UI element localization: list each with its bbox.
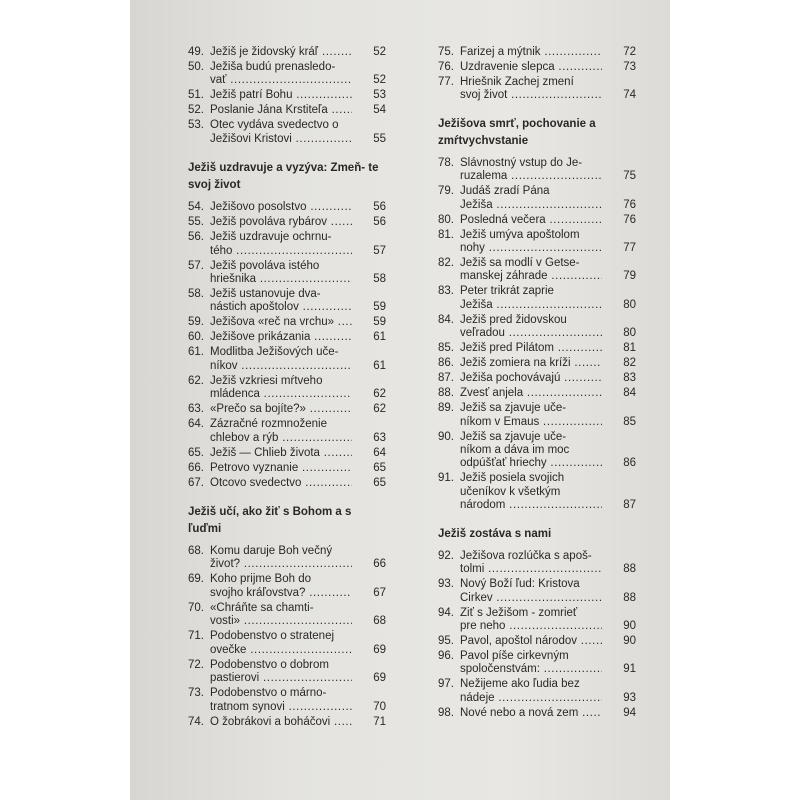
toc-entry-title-line: níkom a dáva im moc [460, 444, 570, 457]
toc-entry-title [438, 257, 636, 284]
toc-entry [188, 545, 386, 572]
toc-entry-number: 66. [188, 461, 204, 474]
toc-entry-number: 92. [438, 549, 454, 562]
toc-entry-number: 90. [438, 430, 454, 443]
toc-entry-title [438, 76, 636, 103]
toc-entry [438, 342, 636, 355]
toc-entry-number: 51. [188, 89, 204, 102]
toc-entry-number: 81. [438, 228, 454, 241]
toc-entry-title-line: Hriešnik Zachej zmení [460, 76, 574, 88]
toc-entry-title-line: Ježiš vzkriesi mŕtveho [210, 374, 323, 387]
toc-entry-page-number: 81 [623, 342, 636, 355]
toc-entry-title-line: život? ..... [210, 558, 352, 571]
toc-entry-number: 93. [438, 578, 454, 591]
toc-entry-title [188, 331, 386, 344]
toc-entry [188, 462, 386, 475]
toc-section-heading: Ježiš učí, ako žiť s Bohom a s ľuďmi [188, 506, 352, 536]
toc-entry-number: 75. [438, 46, 454, 58]
toc-entry-title [438, 214, 636, 227]
toc-entry-number: 82. [438, 257, 454, 270]
toc-entry-title-line: Nežijeme ako ľudia bez [460, 678, 580, 691]
toc-entry-number: 98. [438, 706, 454, 719]
toc-entry [188, 447, 386, 460]
toc-entry-page-number: 61 [373, 331, 386, 344]
toc-entry-title-line: Zázračné rozmnoženie [210, 418, 327, 431]
toc-entry-number: 57. [188, 259, 204, 272]
toc-entry [438, 578, 636, 605]
toc-entry-number: 65. [188, 446, 204, 459]
toc-entry-title-line: Ježiša pochovávajú ..... [460, 372, 602, 385]
toc-entry-title-line: Ježišova «reč na vrchu» ..... [210, 316, 352, 329]
toc-entry-title-line: Pavol píše cirkevným [460, 649, 569, 662]
toc-entry [438, 431, 636, 471]
toc-entry-page-number: 91 [623, 663, 636, 676]
toc-entry-page-number: 52 [373, 46, 386, 58]
toc-entry-page-number: 65 [373, 461, 386, 474]
toc-entry-page-number: 68 [373, 615, 386, 628]
toc-entry-title [188, 602, 386, 629]
toc-entry [188, 61, 386, 88]
toc-entry-title-line: chlebov a rýb ..... [210, 432, 352, 445]
toc-entry-page-number: 90 [623, 634, 636, 647]
toc-entry-title-line: Ježiš ustanovuje dva- [210, 288, 321, 301]
toc-entry [438, 372, 636, 385]
toc-entry [188, 46, 386, 59]
toc-entry-title [438, 550, 636, 577]
toc-entry [438, 472, 636, 512]
toc-entry [438, 257, 636, 284]
toc-entry [188, 260, 386, 287]
toc-entry-number: 67. [188, 476, 204, 489]
toc-entry [188, 119, 386, 146]
toc-entry [188, 201, 386, 214]
toc-entry [438, 157, 636, 184]
toc-entry-title-line: Žiť s Ježišom - zomrieť [460, 606, 578, 619]
toc-entry-title-line: Modlitba Ježišových uče- [210, 346, 339, 359]
toc-entry-title-line: Ježiša ..... [460, 299, 602, 312]
toc-entry-title-line: Ježišova rozlúčka s apoš- [460, 549, 592, 562]
toc-entry-page-number: 59 [373, 316, 386, 329]
toc-entry-title-line: Otcovo svedectvo ..... [210, 477, 352, 490]
toc-entry-page-number: 69 [373, 672, 386, 685]
toc-entry-title-line: Peter trikrát zaprie [460, 285, 554, 298]
toc-entry-page-number: 64 [373, 446, 386, 459]
toc-entry-title-line: Ježiš pred židovskou [460, 313, 567, 326]
toc-entry [188, 89, 386, 102]
toc-entry-title [188, 687, 386, 714]
toc-entry-title [438, 472, 636, 512]
toc-entry-title-line: Ježiš — Chlieb života ..... [210, 447, 352, 460]
toc-entry [188, 418, 386, 445]
toc-entry-page-number: 88 [623, 563, 636, 576]
toc-entry-number: 52. [188, 104, 204, 117]
toc-entry-number: 88. [438, 387, 454, 400]
toc-entry-title [188, 462, 386, 475]
toc-entry-title-line: Ježišovi Kristovi ..... [210, 133, 352, 146]
toc-entry-number: 79. [438, 185, 454, 198]
toc-entry [438, 387, 636, 400]
toc-entry-page-number: 71 [373, 715, 386, 728]
toc-entry-number: 69. [188, 573, 204, 586]
toc-entry-number: 86. [438, 357, 454, 370]
toc-entry-number: 80. [438, 213, 454, 226]
toc-entry-title-line: Ježiš sa zjavuje uče- [460, 402, 567, 415]
toc-section-heading: Ježišova smrť, pochovanie a zmŕtvychvstanie [438, 117, 596, 147]
toc-entry-title-line: Ježiš patrí Bohu ..... [210, 89, 352, 102]
toc-entry-title-line: odpúšťať hriechy ..... [460, 457, 602, 470]
toc-entry-title-line: Ježiš povoláva rybárov ..... [210, 216, 352, 229]
toc-entry [188, 403, 386, 416]
toc-entry-number: 58. [188, 288, 204, 301]
toc-entry [438, 214, 636, 227]
toc-entry-title [438, 314, 636, 341]
toc-entry-title-line: Otec vydáva svedectvo o [210, 119, 339, 132]
toc-entry-title-line: tolmi ..... [460, 563, 602, 576]
toc-entry-title [438, 431, 636, 471]
toc-entry-title-line: níkov ..... [210, 360, 352, 373]
toc-entry-page-number: 80 [623, 298, 636, 311]
toc-entry-title-line: národom ..... [460, 499, 602, 512]
toc-entry-number: 59. [188, 316, 204, 329]
toc-entry-title [188, 346, 386, 373]
toc-entry-title [188, 403, 386, 416]
toc-entry-title [438, 707, 636, 720]
toc-entry [188, 687, 386, 714]
toc-entry-page-number: 57 [373, 244, 386, 257]
toc-entry-title-line: ruzalema ..... [460, 170, 602, 183]
toc-entry-title [188, 104, 386, 117]
toc-entry [438, 635, 636, 648]
toc-entry [188, 602, 386, 629]
toc-entry-number: 55. [188, 216, 204, 229]
toc-entry-title [438, 650, 636, 677]
toc-entry-number: 96. [438, 649, 454, 662]
toc-entry [438, 314, 636, 341]
toc-entry-title-line: Ježiš uzdravuje ochrnu- [210, 231, 332, 244]
toc-entry-page-number: 53 [373, 89, 386, 102]
toc-entry-title-line: Koho prijme Boh do [210, 573, 312, 586]
toc-entry-title-line: tratnom synovi ..... [210, 701, 352, 714]
toc-entry-title [188, 659, 386, 686]
toc-entry-number: 87. [438, 372, 454, 385]
toc-entry-title-line: nádeje ..... [460, 692, 602, 705]
toc-entry-title [438, 635, 636, 648]
toc-entry [438, 678, 636, 705]
toc-entry-number: 78. [438, 156, 454, 169]
toc-column-left [188, 46, 386, 731]
toc-entry-title-line: Ježiš posiela svojich [460, 472, 565, 485]
toc-section-heading: Ježiš uzdravuje a vyzýva: Zmeň- te svoj život [188, 162, 379, 192]
toc-entry-title [438, 678, 636, 705]
toc-entry-title [188, 231, 386, 258]
toc-entry [438, 707, 636, 720]
toc-entry [438, 357, 636, 370]
toc-entry-title-line: «Prečo sa bojíte?» ..... [210, 403, 352, 416]
toc-entry-number: 49. [188, 46, 204, 58]
toc-entry-title [188, 418, 386, 445]
toc-entry-number: 50. [188, 61, 204, 73]
toc-entry-title [188, 260, 386, 287]
toc-entry [188, 231, 386, 258]
toc-entry-title [188, 288, 386, 315]
toc-entry-title-line: Ježišove prikázania ..... [210, 331, 352, 344]
toc-entry-title [438, 46, 636, 59]
toc-entry-title-line: Ježiš povoláva istého [210, 259, 320, 272]
toc-entry-page-number: 80 [623, 327, 636, 340]
toc-entry [188, 375, 386, 402]
toc-entry-page-number: 72 [623, 46, 636, 58]
toc-entry-number: 91. [438, 472, 454, 485]
toc-entry-page-number: 90 [623, 619, 636, 632]
toc-entry-title [188, 61, 386, 88]
toc-entry-title-line: učeníkov k všetkým [460, 485, 561, 498]
toc-entry-number: 73. [188, 687, 204, 700]
toc-entry-page-number: 52 [373, 74, 386, 87]
toc-entry-number: 60. [188, 331, 204, 344]
toc-entry-title-line: Slávnostný vstup do Je- [460, 156, 583, 169]
toc-entry-page-number: 73 [623, 61, 636, 73]
toc-entry-page-number: 55 [373, 132, 386, 145]
toc-entry-page-number: 82 [623, 357, 636, 370]
toc-entry-number: 62. [188, 374, 204, 387]
toc-entry-title [438, 342, 636, 355]
toc-entry-title-line: Podobenstvo o dobrom [210, 658, 329, 671]
toc-entry-title-line: Farizej a mýtnik ..... [460, 46, 602, 59]
toc-entry [188, 630, 386, 657]
toc-entry-title-line: Ježiš pred Pilátom ..... [460, 342, 602, 355]
toc-entry-title-line: svoj život ..... [460, 89, 602, 102]
toc-entry-page-number: 76 [623, 213, 636, 226]
toc-entry-title [438, 607, 636, 634]
toc-entry-number: 85. [438, 342, 454, 355]
toc-entry [438, 229, 636, 256]
toc-entry-title-line: Ježiša budú prenasledo- [210, 61, 336, 73]
toc-entry-title [188, 119, 386, 146]
toc-entry-number: 97. [438, 678, 454, 691]
toc-entry-title [438, 285, 636, 312]
toc-entry-number: 95. [438, 634, 454, 647]
toc-entry-number: 76. [438, 61, 454, 73]
toc-entry-number: 70. [188, 601, 204, 614]
toc-entry-title-line: tého ..... [210, 245, 352, 258]
toc-entry [188, 331, 386, 344]
toc-entry-number: 71. [188, 630, 204, 643]
toc-entry-title-line: pre neho ..... [460, 620, 602, 633]
toc-entry-title [188, 447, 386, 460]
toc-entry-title-line: hriešnika ..... [210, 273, 352, 286]
toc-entry-title-line: spoločenstvám: ..... [460, 663, 602, 676]
toc-entry-page-number: 76 [623, 198, 636, 211]
toc-entry [438, 185, 636, 212]
toc-entry-page-number: 62 [373, 388, 386, 401]
toc-entry [188, 659, 386, 686]
toc-entry-page-number: 70 [373, 700, 386, 713]
toc-entry-number: 54. [188, 201, 204, 214]
toc-entry-page-number: 59 [373, 301, 386, 314]
toc-entry-title-line: Komu daruje Boh večný [210, 545, 333, 558]
toc-entry [188, 288, 386, 315]
toc-entry [438, 76, 636, 103]
toc-entry-number: 56. [188, 231, 204, 244]
toc-entry [188, 104, 386, 117]
toc-entry-page-number: 67 [373, 586, 386, 599]
toc-entry-title-line: Ježišovo posolstvo ..... [210, 201, 352, 214]
toc-entry-title-line: mládenca ..... [210, 388, 352, 401]
toc-entry-title-line: svojho kráľovstva? ..... [210, 587, 352, 600]
toc-entry-title [188, 89, 386, 102]
toc-entry-number: 74. [188, 715, 204, 728]
toc-entry-title-line: Posledná večera ..... [460, 214, 602, 227]
toc-entry-page-number: 56 [373, 201, 386, 214]
toc-entry-title-line: Nový Boží ľud: Kristova [460, 578, 580, 591]
toc-entry-title-line: Podobenstvo o márno- [210, 687, 327, 700]
toc-entry-title-line: Ježiš sa modlí v Getse- [460, 257, 580, 270]
toc-entry-number: 61. [188, 346, 204, 359]
toc-entry-page-number: 66 [373, 558, 386, 571]
toc-entry-title [438, 402, 636, 429]
toc-entry-title [188, 545, 386, 572]
toc-entry-number: 89. [438, 402, 454, 415]
toc-entry-page-number: 69 [373, 643, 386, 656]
toc-entry-number: 72. [188, 658, 204, 671]
toc-entry-title-line: Judáš zradí Pána [460, 185, 550, 198]
toc-column-right [438, 46, 636, 722]
toc-entry-number: 64. [188, 418, 204, 431]
toc-entry-page-number: 74 [623, 89, 636, 102]
toc-entry-page-number: 75 [623, 170, 636, 183]
toc-entry-page-number: 83 [623, 372, 636, 385]
toc-entry-title [188, 375, 386, 402]
toc-entry [188, 716, 386, 729]
toc-entry-title-line: «Chráňte sa chamti- [210, 601, 314, 614]
toc-entry-title-line: vosti» ..... [210, 615, 352, 628]
toc-entry-title [438, 357, 636, 370]
toc-entry-page-number: 84 [623, 387, 636, 400]
toc-entry-title [188, 201, 386, 214]
toc-entry-title-line: Ježiš zomiera na kríži ..... [460, 357, 602, 370]
toc-entry-title-line: veľradou ..... [460, 327, 602, 340]
toc-entry-page-number: 54 [373, 104, 386, 117]
toc-entry-title-line: nohy ..... [460, 242, 602, 255]
toc-entry-title-line: Pavol, apoštol národov ..... [460, 635, 602, 648]
toc-entry-page-number: 58 [373, 273, 386, 286]
toc-entry-title-line: pastierovi ..... [210, 672, 352, 685]
toc-entry-page-number: 88 [623, 591, 636, 604]
toc-entry-title-line: vať ..... [210, 74, 352, 87]
toc-entry-title [188, 630, 386, 657]
toc-entry-number: 53. [188, 119, 204, 132]
toc-entry-page-number: 87 [623, 499, 636, 512]
toc-entry-title [438, 387, 636, 400]
toc-entry [438, 61, 636, 74]
toc-entry-title [188, 46, 386, 59]
toc-entry [188, 316, 386, 329]
toc-entry [188, 573, 386, 600]
toc-entry-title [188, 216, 386, 229]
toc-entry-title-line: Podobenstvo o stratenej [210, 630, 335, 643]
toc-entry-title [188, 316, 386, 329]
toc-entry-title-line: Zvesť anjela ..... [460, 387, 602, 400]
toc-entry [438, 550, 636, 577]
toc-entry [188, 216, 386, 229]
toc-entry-title-line: Ježiš sa zjavuje uče- [460, 430, 567, 443]
toc-entry-title [188, 716, 386, 729]
toc-entry-page-number: 94 [623, 706, 636, 719]
toc-entry-number: 68. [188, 545, 204, 558]
toc-entry-title [438, 185, 636, 212]
toc-entry-title-line: Poslanie Jána Krstiteľa ..... [210, 104, 352, 117]
toc-entry-page-number: 77 [623, 242, 636, 255]
toc-entry-page-number: 65 [373, 476, 386, 489]
toc-entry-number: 94. [438, 606, 454, 619]
toc-entry-title-line: Petrovo vyznanie ..... [210, 462, 352, 475]
toc-entry-page-number: 56 [373, 216, 386, 229]
toc-entry-page-number: 86 [623, 457, 636, 470]
toc-entry-title-line: nástich apoštolov ..... [210, 301, 352, 314]
toc-entry-title [438, 157, 636, 184]
toc-entry-page-number: 85 [623, 415, 636, 428]
toc-entry-title [188, 573, 386, 600]
toc-entry [438, 285, 636, 312]
toc-entry-title-line: Ježiš umýva apoštolom [460, 228, 580, 241]
toc-entry-number: 84. [438, 313, 454, 326]
toc-entry-title [438, 61, 636, 74]
toc-entry-title-line: Cirkev ..... [460, 592, 602, 605]
toc-entry [188, 346, 386, 373]
toc-entry-title-line: Uzdravenie slepca ..... [460, 61, 602, 74]
toc-entry-page-number: 63 [373, 431, 386, 444]
toc-entry [438, 46, 636, 59]
toc-entry-title-line: ovečke ..... [210, 644, 352, 657]
toc-section-heading: Ježiš zostáva s nami [438, 527, 552, 540]
toc-entry-page-number: 93 [623, 691, 636, 704]
toc-entry [438, 650, 636, 677]
toc-entry-title [438, 229, 636, 256]
toc-entry-title-line: manskej záhrade ..... [460, 270, 602, 283]
toc-entry-title [438, 372, 636, 385]
toc-entry-title-line: Ježiš je židovský kráľ ..... [210, 46, 352, 59]
toc-entry-title-line: Nové nebo a nová zem ..... [460, 707, 602, 720]
toc-entry-number: 63. [188, 403, 204, 416]
toc-entry [438, 607, 636, 634]
toc-entry-title-line: O žobrákovi a boháčovi ..... [210, 716, 352, 729]
toc-entry-title-line: níkom v Emaus ..... [460, 416, 602, 429]
toc-entry-title [188, 477, 386, 490]
toc-entry-number: 83. [438, 285, 454, 298]
toc-entry-title [438, 578, 636, 605]
toc-entry [438, 402, 636, 429]
toc-entry-page-number: 62 [373, 403, 386, 416]
toc-entry-page-number: 79 [623, 270, 636, 283]
toc-entry-page-number: 61 [373, 359, 386, 372]
toc-entry-title-line: Ježiša ..... [460, 199, 602, 212]
toc-entry-number: 77. [438, 76, 454, 88]
toc-entry [188, 477, 386, 490]
